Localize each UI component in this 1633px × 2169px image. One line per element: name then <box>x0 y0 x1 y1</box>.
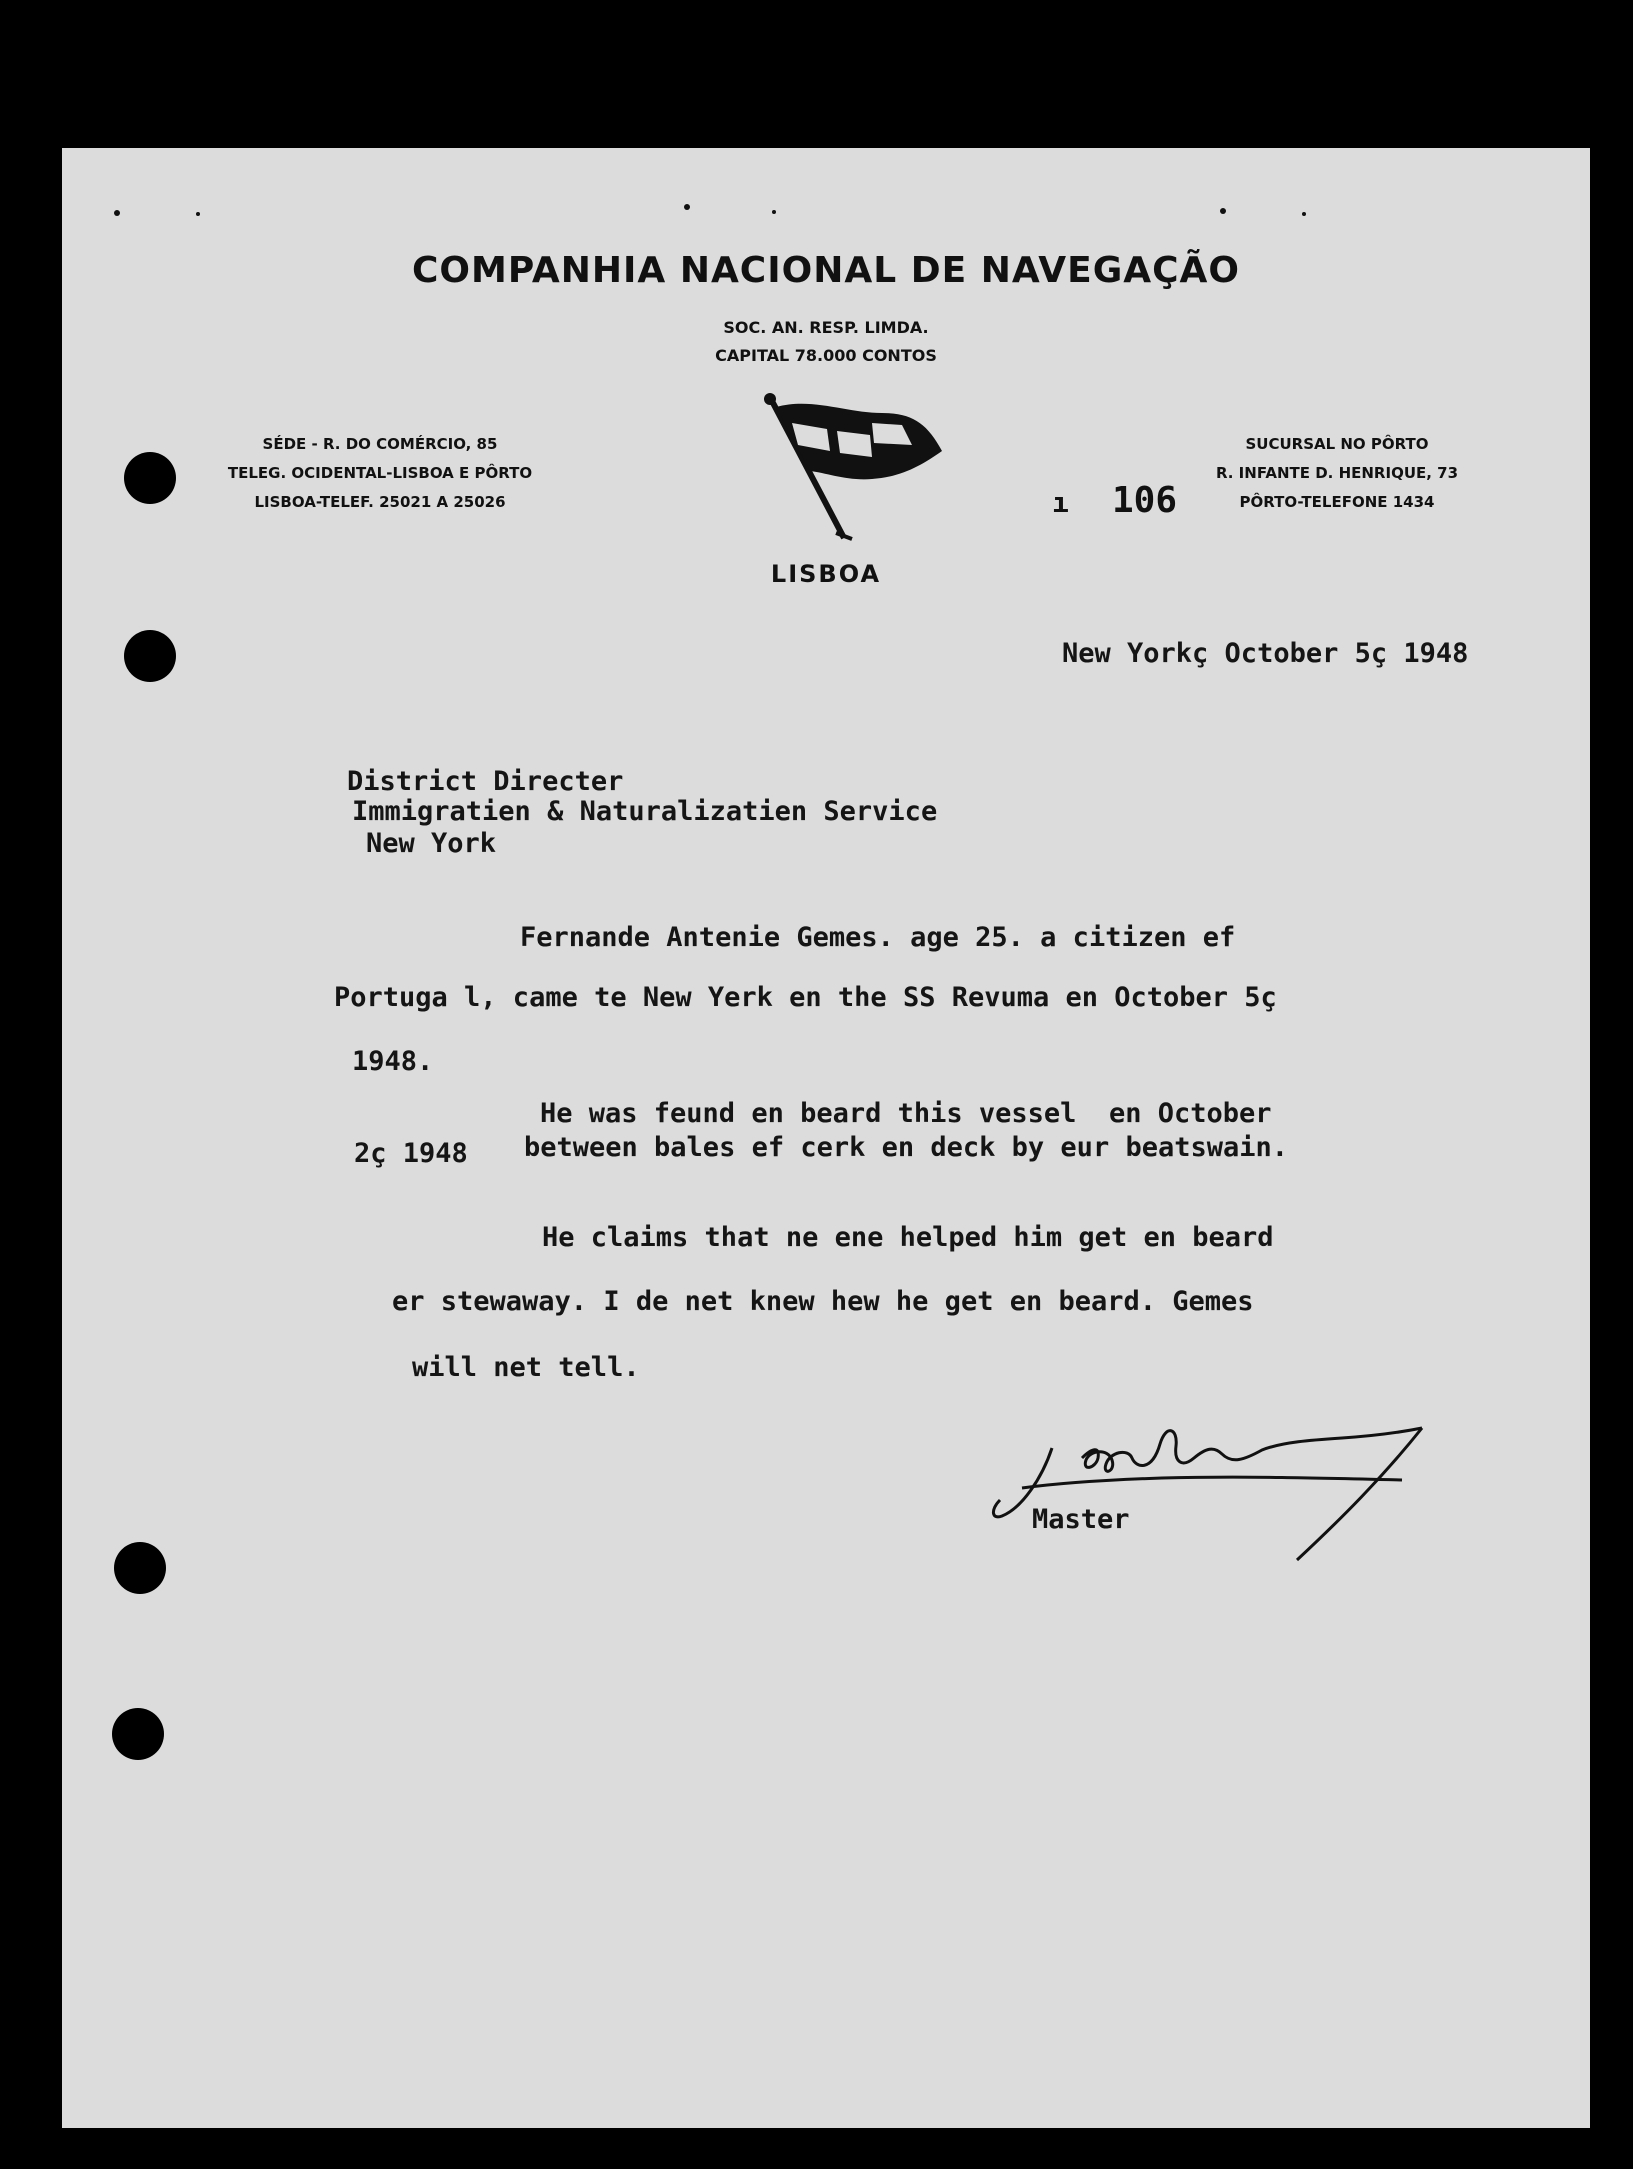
speck <box>114 210 120 216</box>
punch-hole <box>124 630 176 682</box>
paragraph-line: He was feund en beard this vessel en October <box>540 1098 1272 1129</box>
signature-title: Master <box>1032 1504 1130 1535</box>
paragraph-line: 2ç 1948 <box>354 1138 468 1169</box>
reference-number: 106 <box>1112 480 1178 521</box>
letter-date: New Yorkç October 5ç 1948 <box>1062 638 1469 669</box>
company-type: SOC. AN. RESP. LIMDA. <box>723 318 929 337</box>
branch-office-line: R. INFANTE D. HENRIQUE, 73 <box>1215 464 1459 482</box>
head-office-line: LISBOA-TELEF. 25021 A 25026 <box>254 493 506 511</box>
letterhead-city: LISBOA <box>770 560 882 588</box>
branch-office-line: PÔRTO-TELEFONE 1434 <box>1239 493 1435 511</box>
speck <box>1220 208 1226 214</box>
paragraph-line: er stewaway. I de net knew hew he get en beard. Gemes <box>392 1286 1254 1317</box>
letter-page <box>62 148 1590 2128</box>
recipient-line: District Directer <box>347 766 624 797</box>
speck <box>1302 212 1306 216</box>
paragraph-line: He claims that ne ene helped him get en beard <box>542 1222 1274 1253</box>
reference-mark: ı <box>1052 486 1069 519</box>
branch-office-address <box>1192 430 1482 517</box>
company-capital: CAPITAL 78.000 CONTOS <box>715 346 937 365</box>
recipient-line: New York <box>366 828 497 859</box>
paragraph-line: between bales ef cerk en deck by eur beatswain. <box>524 1132 1289 1163</box>
paragraph-line: Portuga l, came te New Yerk en the SS Revuma en October 5ç <box>334 982 1277 1013</box>
head-office-line: TELEG. OCIDENTAL-LISBOA E PÔRTO <box>227 464 533 482</box>
speck <box>772 210 776 214</box>
paragraph-line: will net tell. <box>412 1352 640 1383</box>
head-office-address <box>190 430 570 517</box>
speck <box>196 212 200 216</box>
ship-flag-icon <box>752 393 962 543</box>
handwritten-signature <box>982 1388 1502 1578</box>
paragraph-line: Fernande Antenie Gemes. age 25. a citizen ef <box>520 922 1236 953</box>
punch-hole <box>124 452 176 504</box>
head-office-line: SÉDE - R. DO COMÉRCIO, 85 <box>262 435 498 453</box>
punch-hole <box>112 1708 164 1760</box>
recipient-line: Immigratien & Naturalizatien Service <box>352 796 938 827</box>
branch-office-line: SUCURSAL NO PÔRTO <box>1245 435 1429 453</box>
punch-hole <box>114 1542 166 1594</box>
paragraph-line: 1948. <box>352 1046 434 1077</box>
company-name: COMPANHIA NACIONAL DE NAVEGAÇÃO <box>411 250 1240 291</box>
speck <box>684 204 690 210</box>
